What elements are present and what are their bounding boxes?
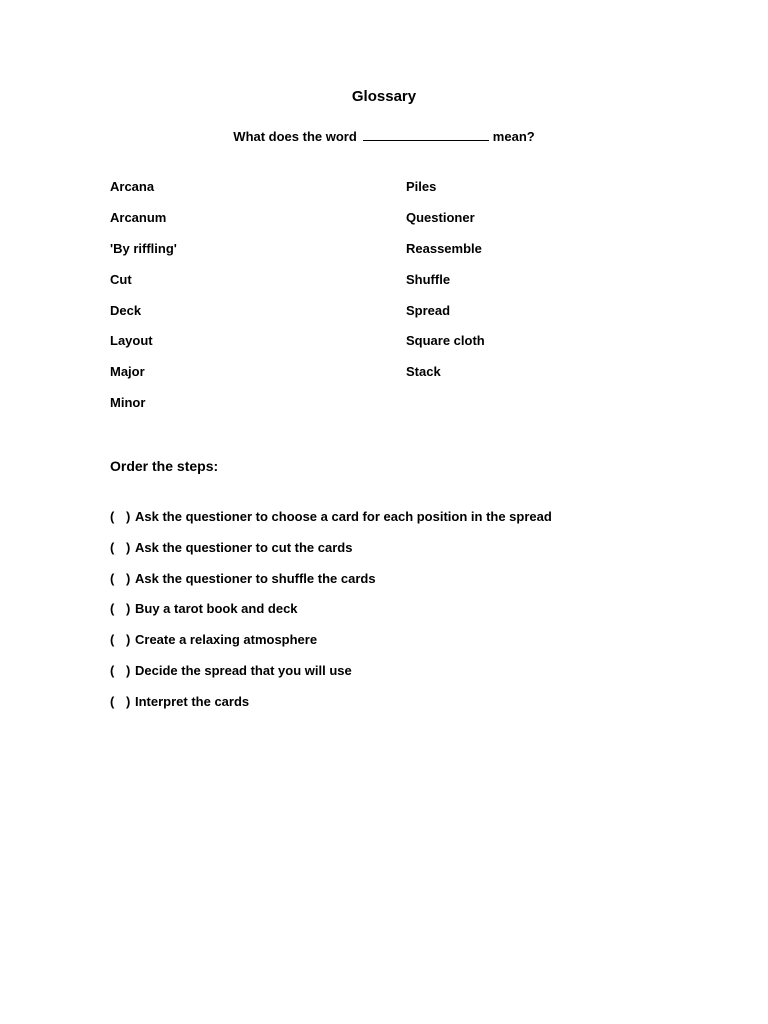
- step-text: Buy a tarot book and deck: [135, 601, 298, 617]
- step-bracket-open: (: [110, 539, 115, 555]
- step-text: Ask the questioner to cut the cards: [135, 539, 353, 555]
- glossary-right-column: [406, 179, 666, 395]
- step-bracket-open: (: [110, 601, 115, 617]
- page-title: Glossary: [351, 88, 417, 105]
- step-item: [110, 509, 670, 525]
- steps-list: [110, 509, 670, 725]
- step-bracket-open: (: [110, 570, 115, 586]
- glossary-term: Reassemble: [406, 240, 482, 256]
- glossary-term: Stack: [406, 364, 441, 380]
- answer-blank: [363, 128, 489, 141]
- glossary-term: Spread: [406, 302, 451, 318]
- glossary-left-column: [110, 179, 370, 426]
- glossary-term: Cut: [110, 271, 132, 287]
- glossary-term: Square cloth: [406, 333, 485, 349]
- step-item: [110, 632, 670, 648]
- step-item: [110, 663, 670, 679]
- step-text: Ask the questioner to choose a card for each position in the spread: [135, 509, 552, 524]
- glossary-term: Deck: [110, 302, 142, 318]
- glossary-term: Questioner: [406, 209, 475, 225]
- step-bracket-close: ): [126, 601, 131, 617]
- step-bracket-close: ): [126, 539, 131, 555]
- glossary-term: Arcana: [110, 179, 155, 194]
- step-item: [110, 571, 670, 587]
- glossary-question: [0, 128, 768, 145]
- step-bracket-close: ): [126, 693, 131, 709]
- step-bracket-open: (: [110, 693, 115, 709]
- step-text: Create a relaxing atmosphere: [135, 632, 318, 648]
- glossary-term: Minor: [110, 395, 146, 411]
- glossary-term: Arcanum: [110, 209, 167, 225]
- glossary-term: Piles: [406, 179, 437, 194]
- glossary-term: Major: [110, 364, 145, 380]
- step-bracket-open: (: [110, 509, 115, 524]
- step-bracket-open: (: [110, 632, 115, 648]
- glossary-term: Shuffle: [406, 271, 451, 287]
- step-bracket-open: (: [110, 662, 115, 678]
- glossary-term: 'By riffling': [110, 240, 177, 256]
- step-bracket-close: ): [126, 509, 131, 524]
- step-item: [110, 694, 670, 710]
- step-bracket-close: ): [126, 662, 131, 678]
- step-item: [110, 601, 670, 617]
- step-text: Decide the spread that you will use: [135, 662, 352, 678]
- step-text: Ask the questioner to shuffle the cards: [135, 570, 376, 586]
- step-text: Interpret the cards: [135, 693, 250, 709]
- steps-heading: Order the steps:: [110, 458, 219, 474]
- glossary-term: Layout: [110, 333, 153, 349]
- question-suffix: mean?: [492, 129, 535, 144]
- step-bracket-close: ): [126, 570, 131, 586]
- step-item: [110, 540, 670, 556]
- question-prefix: What does the word: [233, 129, 357, 144]
- step-bracket-close: ): [126, 632, 131, 648]
